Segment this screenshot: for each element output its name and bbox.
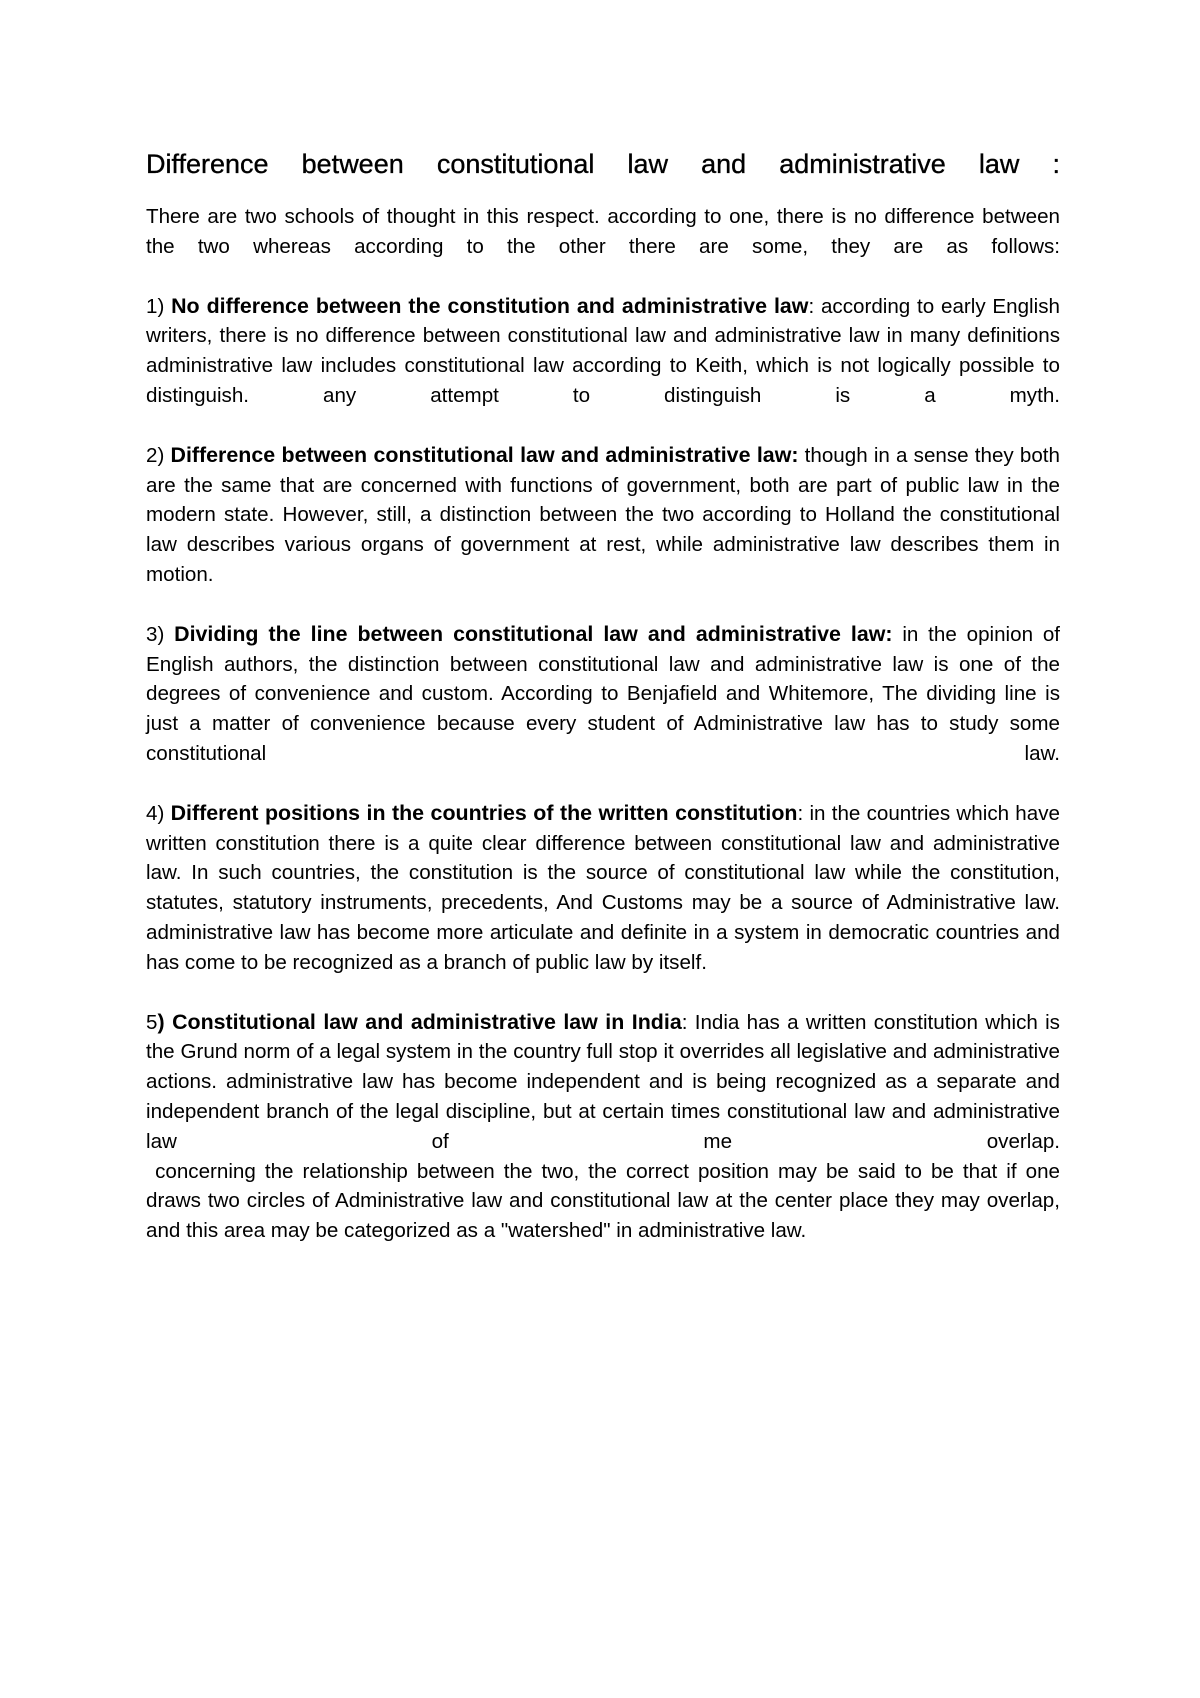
point-body: in the opinion of English authors, the distinction between constitutional law and administrative law is one of the degrees of convenience and custom. According to Benjafield and Whitemore, The dividing line is just a matter of convenience because every student of Administrative law has to study some constitutional law. <box>146 622 1061 765</box>
point-4 <box>146 799 1060 978</box>
point-heading: Dividing the line between constitutional law and administrative law: <box>174 621 893 646</box>
point-number: 3) <box>146 622 165 646</box>
point-heading: No difference between the constitution and administrative law <box>171 293 809 318</box>
point-5-first <box>146 1008 1060 1157</box>
point-body: in the countries which have written constitution there is a quite clear difference between constitutional law and administrative law. In such countries, the constitution is the source of constitutional law while the constitution, statutes, statutory instruments, precedents, And Customs may be a source of Administrative law. administrative law has become more articulate and definite in a system in democratic countries and has come to be recognized as a branch of public law by itself. <box>146 801 1060 974</box>
point-number: 2) <box>146 443 165 467</box>
point-separator: : <box>797 801 804 825</box>
point-5 <box>146 1008 1060 1246</box>
point-body: though in a sense they both are the same that are concerned with functions of government, both are part of public law in the modern state. However, still, a distinction between the two according to Holland the constitutional law describes various organs of government at rest, while administrative law describes them in motion. <box>146 443 1060 586</box>
point-number: 5 <box>146 1010 158 1034</box>
point-body-continued: concerning the relationship between the two, the correct position may be said to be that if one draws two circles of Administrative law and constitutional law at the center place they may overlap, and this area may be categorized as a "watershed" in administrative law. <box>146 1159 1060 1243</box>
point-heading: Difference between constitutional law and administrative law: <box>170 442 799 467</box>
point-separator: : <box>808 294 815 318</box>
point-body: according to early English writers, there is no difference between constitutional law and administrative law in many definitions administrative law includes constitutional law according to Keith, which is not logically possible to distinguish. any attempt to distinguish is a myth. <box>146 294 1060 407</box>
point-heading: ) Constitutional law and administrative law in India <box>157 1009 682 1034</box>
document-page <box>146 146 1060 1276</box>
point-separator: : <box>681 1010 688 1034</box>
point-body: India has a written constitution which is the Grund norm of a legal system in the country full stop it overrides all legislative and administrative actions. administrative law has become independent and is being recognized as a separate and independent branch of the legal discipline, but at certain times constitutional law and administrative law of me overlap. <box>146 1010 1060 1153</box>
intro-paragraph: There are two schools of thought in this respect. according to one, there is no difference between the two whereas according to the other there are some, they are as follows: <box>146 205 1060 258</box>
point-2 <box>146 441 1060 590</box>
point-number: 1) <box>146 294 165 318</box>
page-title: Difference between constitutional law and administrative law : <box>146 149 1060 179</box>
point-heading: Different positions in the countries of the written constitution <box>170 800 798 825</box>
point-1 <box>146 292 1060 411</box>
point-number: 4) <box>146 801 165 825</box>
point-3 <box>146 620 1060 769</box>
point-5-continuation <box>146 1157 1060 1246</box>
